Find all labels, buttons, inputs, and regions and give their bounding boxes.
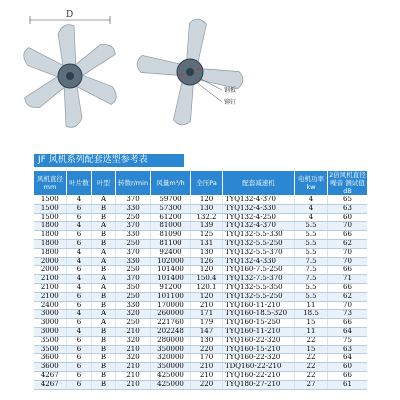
cell-motor-power: 5.5 [295, 222, 328, 231]
cell-reducer: TYQ132-4-370 [223, 196, 295, 205]
table-row [34, 319, 368, 328]
table-row [34, 371, 368, 380]
cell-motor-power: 4 [295, 204, 328, 213]
cell-pressure: 130 [191, 336, 223, 345]
cell-airflow: 320000 [151, 354, 191, 363]
cell-blade-type: B [92, 301, 116, 310]
cell-rpm: 330 [116, 257, 151, 266]
cell-blade-type: B [92, 266, 116, 275]
cell-airflow: 57300 [151, 204, 191, 213]
cell-blade-count: 6 [67, 213, 92, 222]
cell-diameter: 2400 [34, 301, 67, 310]
cell-airflow: 59700 [151, 196, 191, 205]
col-header-reducer: 配套减速机 [223, 171, 295, 196]
cell-noise: 66 [328, 319, 368, 328]
cell-blade-count: 4 [67, 257, 92, 266]
cell-noise: 70 [328, 257, 368, 266]
callout-rivet: 铆钉 [224, 99, 237, 106]
cell-rpm: 370 [116, 248, 151, 257]
cell-blade-type: A [92, 248, 116, 257]
cell-diameter: 2100 [34, 292, 67, 301]
cell-noise: 70 [328, 248, 368, 257]
cell-diameter: 4267 [34, 380, 67, 389]
table-row [34, 239, 368, 248]
cell-diameter: 3600 [34, 354, 67, 363]
cell-motor-power: 27 [295, 380, 328, 389]
cell-reducer: TYQ132-5.5-370 [223, 248, 295, 257]
cell-pressure: 220 [191, 380, 223, 389]
cell-blade-type: B [92, 354, 116, 363]
cell-airflow: 92400 [151, 248, 191, 257]
selection-table [33, 170, 367, 400]
cell-diameter: 3000 [34, 319, 67, 328]
cell-rpm: 250 [116, 239, 151, 248]
cell-noise: 62 [328, 239, 368, 248]
cell-pressure: 120.1 [191, 283, 223, 292]
cell-motor-power: 4 [295, 213, 328, 222]
cell-blade-count: 4 [67, 196, 92, 205]
cell-blade-type: B [92, 380, 116, 389]
cell-rpm: 370 [116, 196, 151, 205]
cell-pressure: 210 [191, 301, 223, 310]
table-row [34, 257, 368, 266]
cell-reducer: TYQ132-5.5-250 [223, 239, 295, 248]
cell-blade-type: A [92, 310, 116, 319]
table-row [34, 310, 368, 319]
cell-diameter: 1500 [34, 213, 67, 222]
cell-reducer: TYQ160-11-210 [223, 327, 295, 336]
cell-reducer: TYQ160-22-320 [223, 354, 295, 363]
cell-blade-count: 6 [67, 292, 92, 301]
cell-reducer: TYQ160-18.5-320 [223, 310, 295, 319]
cell-diameter: 3000 [34, 327, 67, 336]
cell-pressure: 120 [191, 196, 223, 205]
cell-reducer: TYQ132-4-330 [223, 204, 295, 213]
cell-blade-type: B [92, 292, 116, 301]
cell-blade-type: B [92, 336, 116, 345]
cell-reducer: TYQ132-5.5-330 [223, 231, 295, 240]
cell-rpm: 330 [116, 231, 151, 240]
cell-airflow: 425000 [151, 380, 191, 389]
cell-rpm: 320 [116, 310, 151, 319]
cell-pressure: 147 [191, 327, 223, 336]
cell-motor-power: 4 [295, 196, 328, 205]
cell-pressure: 210 [191, 371, 223, 380]
cell-airflow: 221760 [151, 319, 191, 328]
cell-diameter: 2100 [34, 283, 67, 292]
cell-noise: 64 [328, 327, 368, 336]
cell-reducer: TYQ160-22-320 [223, 336, 295, 345]
table-row [34, 354, 368, 363]
col-header-airflow: 风量m³/h [151, 171, 191, 196]
cell-blade-count: 4 [67, 310, 92, 319]
cell-blade-count: 4 [67, 248, 92, 257]
cell-pressure: 126 [191, 257, 223, 266]
cell-motor-power: 7.5 [295, 275, 328, 284]
cell-reducer: TYQ132-7.5-370 [223, 275, 295, 284]
cell-blade-count: 4 [67, 275, 92, 284]
cell-motor-power: 7.5 [295, 266, 328, 275]
cell-diameter: 1800 [34, 239, 67, 248]
cell-reducer: TDQ160-22-210 [223, 363, 295, 372]
cell-blade-count: 6 [67, 354, 92, 363]
col-header-rpm: 转数r/min [116, 171, 151, 196]
cell-airflow: 202248 [151, 327, 191, 336]
cell-blade-count: 6 [67, 319, 92, 328]
cell-blade-type: A [92, 319, 116, 328]
table-row [34, 231, 368, 240]
table-row [34, 292, 368, 301]
cell-rpm: 250 [116, 213, 151, 222]
cell-pressure: 125 [191, 231, 223, 240]
cell-blade-count: 6 [67, 301, 92, 310]
cell-rpm: 330 [116, 301, 151, 310]
cell-blade-count: 6 [67, 345, 92, 354]
cell-rpm: 330 [116, 204, 151, 213]
cell-rpm: 210 [116, 371, 151, 380]
cell-noise: 70 [328, 301, 368, 310]
cell-noise: 62 [328, 292, 368, 301]
cell-noise: 66 [328, 283, 368, 292]
fan-diagram [0, 0, 400, 150]
cell-blade-type: B [92, 345, 116, 354]
cell-reducer: TYQ180-27-210 [223, 380, 295, 389]
cell-airflow: 425000 [151, 371, 191, 380]
table-row [34, 283, 368, 292]
cell-diameter: 3600 [34, 363, 67, 372]
cell-pressure: 171 [191, 310, 223, 319]
table-row [34, 380, 368, 389]
table-row [34, 275, 368, 284]
col-header-blade-count: 叶片数 [67, 171, 92, 196]
cell-pressure: 132.2 [191, 213, 223, 222]
cell-diameter: 1800 [34, 248, 67, 257]
cell-rpm: 320 [116, 354, 151, 363]
cell-blade-count: 4 [67, 283, 92, 292]
cell-rpm: 370 [116, 222, 151, 231]
col-header-motor-power: 电机功率 kw [295, 171, 328, 196]
table-row [34, 222, 368, 231]
four-blade-fan [136, 18, 245, 127]
cell-motor-power: 11 [295, 327, 328, 336]
cell-noise: 65 [328, 196, 368, 205]
cell-reducer: TYQ132-5.5-250 [223, 292, 295, 301]
cell-rpm: 210 [116, 327, 151, 336]
table-row [34, 204, 368, 213]
cell-airflow: 102000 [151, 257, 191, 266]
cell-noise: 75 [328, 336, 368, 345]
cell-blade-count: 6 [67, 239, 92, 248]
table-row [34, 266, 368, 275]
cell-airflow: 81100 [151, 239, 191, 248]
cell-blade-count: 6 [67, 204, 92, 213]
cell-airflow: 91200 [151, 283, 191, 292]
cell-noise: 66 [328, 231, 368, 240]
cell-blade-type: B [92, 231, 116, 240]
cell-motor-power: 15 [295, 345, 328, 354]
cell-reducer: TYQ160-11-210 [223, 301, 295, 310]
six-blade-fan [19, 10, 120, 127]
cell-blade-count: 4 [67, 327, 92, 336]
cell-blade-type: A [92, 222, 116, 231]
cell-blade-type: A [92, 283, 116, 292]
cell-airflow: 170000 [151, 301, 191, 310]
cell-rpm: 210 [116, 363, 151, 372]
header-row [34, 171, 368, 196]
cell-airflow: 350000 [151, 363, 191, 372]
callout-blade: 钢板 [224, 87, 237, 94]
cell-motor-power: 15 [295, 319, 328, 328]
col-header-pressure: 全压Pa [191, 171, 223, 196]
cell-blade-count: 6 [67, 363, 92, 372]
cell-blade-count: 6 [67, 380, 92, 389]
cell-noise: 61 [328, 380, 368, 389]
cell-diameter: 3500 [34, 345, 67, 354]
cell-motor-power: 5.5 [295, 231, 328, 240]
cell-pressure: 220 [191, 345, 223, 354]
cell-airflow: 101100 [151, 292, 191, 301]
cell-airflow: 350000 [151, 345, 191, 354]
cell-airflow: 280000 [151, 336, 191, 345]
cell-blade-type: B [92, 371, 116, 380]
cell-noise: 66 [328, 266, 368, 275]
cell-pressure: 139 [191, 222, 223, 231]
cell-reducer: TYQ132-4-330 [223, 257, 295, 266]
cell-motor-power: 5.5 [295, 248, 328, 257]
cell-pressure: 150.4 [191, 275, 223, 284]
cell-pressure: 179 [191, 319, 223, 328]
cell-rpm: 250 [116, 266, 151, 275]
cell-motor-power: 18.5 [295, 310, 328, 319]
cell-reducer: TYQ160-22-210 [223, 371, 295, 380]
cell-motor-power: 22 [295, 371, 328, 380]
table-row [34, 345, 368, 354]
cell-reducer: TYQ132-4-250 [223, 213, 295, 222]
cell-diameter: 2000 [34, 257, 67, 266]
table-title: JF 风机系列配套选型参考表 [34, 154, 184, 167]
cell-diameter: 1800 [34, 222, 67, 231]
cell-blade-type: B [92, 204, 116, 213]
cell-pressure: 120 [191, 266, 223, 275]
table-row [34, 301, 368, 310]
cell-pressure: 120 [191, 292, 223, 301]
cell-motor-power: 5.5 [295, 292, 328, 301]
table-row [34, 248, 368, 257]
cell-reducer: TYQ160-15-210 [223, 345, 295, 354]
cell-blade-type: B [92, 239, 116, 248]
cell-reducer: TYQ160-7.5-250 [223, 266, 295, 275]
col-header-noise: 2倍风机直径噪音 测试值dB [329, 171, 366, 195]
cell-motor-power: 5.5 [295, 283, 328, 292]
cell-reducer: TYQ160-15-250 [223, 319, 295, 328]
cell-noise: 60 [328, 363, 368, 372]
table-row [34, 213, 368, 222]
cell-pressure: 130 [191, 248, 223, 257]
table-body [34, 196, 368, 390]
cell-airflow: 61200 [151, 213, 191, 222]
cell-reducer: TYQ132-5.5-350 [223, 283, 295, 292]
cell-airflow: 81000 [151, 222, 191, 231]
cell-pressure: 170 [191, 354, 223, 363]
cell-blade-count: 6 [67, 371, 92, 380]
cell-rpm: 250 [116, 319, 151, 328]
cell-noise: 63 [328, 345, 368, 354]
cell-pressure: 130 [191, 204, 223, 213]
cell-blade-count: 6 [67, 336, 92, 345]
cell-airflow: 260000 [151, 310, 191, 319]
cell-rpm: 250 [116, 292, 151, 301]
cell-noise: 66 [328, 371, 368, 380]
cell-diameter: 3500 [34, 336, 67, 345]
cell-noise: 71 [328, 275, 368, 284]
col-header-blade-type: 叶型 [92, 171, 116, 196]
cell-diameter: 3000 [34, 310, 67, 319]
cell-motor-power: 11 [295, 301, 328, 310]
cell-noise: 70 [328, 222, 368, 231]
cell-blade-count: 6 [67, 266, 92, 275]
cell-pressure: 210 [191, 363, 223, 372]
cell-rpm: 370 [116, 275, 151, 284]
cell-noise: 73 [328, 310, 368, 319]
cell-blade-type: B [92, 327, 116, 336]
cell-motor-power: 7.5 [295, 257, 328, 266]
cell-blade-type: A [92, 275, 116, 284]
cell-diameter: 2100 [34, 275, 67, 284]
cell-airflow: 101400 [151, 275, 191, 284]
cell-rpm: 210 [116, 380, 151, 389]
cell-noise: 64 [328, 354, 368, 363]
cell-diameter: 4267 [34, 371, 67, 380]
cell-pressure: 131 [191, 239, 223, 248]
table-row [34, 363, 368, 372]
table-row [34, 336, 368, 345]
cell-diameter: 1800 [34, 231, 67, 240]
cell-noise: 60 [328, 213, 368, 222]
cell-blade-type: A [92, 257, 116, 266]
cell-blade-type: A [92, 196, 116, 205]
cell-reducer: TYQ132-4-370 [223, 222, 295, 231]
cell-blade-type: B [92, 363, 116, 372]
cell-noise: 63 [328, 204, 368, 213]
cell-rpm: 210 [116, 345, 151, 354]
cell-motor-power: 5.5 [295, 239, 328, 248]
cell-motor-power: 22 [295, 363, 328, 372]
cell-motor-power: 22 [295, 336, 328, 345]
cell-blade-count: 4 [67, 222, 92, 231]
cell-diameter: 1500 [34, 204, 67, 213]
cell-motor-power: 22 [295, 354, 328, 363]
dimension-label: D [66, 10, 74, 20]
cell-blade-type: B [92, 213, 116, 222]
cell-diameter: 2000 [34, 266, 67, 275]
cell-blade-count: 6 [67, 231, 92, 240]
cell-rpm: 320 [116, 336, 151, 345]
cell-diameter: 1500 [34, 196, 67, 205]
cell-airflow: 81090 [151, 231, 191, 240]
table-row [34, 327, 368, 336]
cell-airflow: 101400 [151, 266, 191, 275]
cell-rpm: 350 [116, 283, 151, 292]
col-header-diameter: 风机直径 mm [34, 171, 67, 196]
table-row [34, 196, 368, 205]
